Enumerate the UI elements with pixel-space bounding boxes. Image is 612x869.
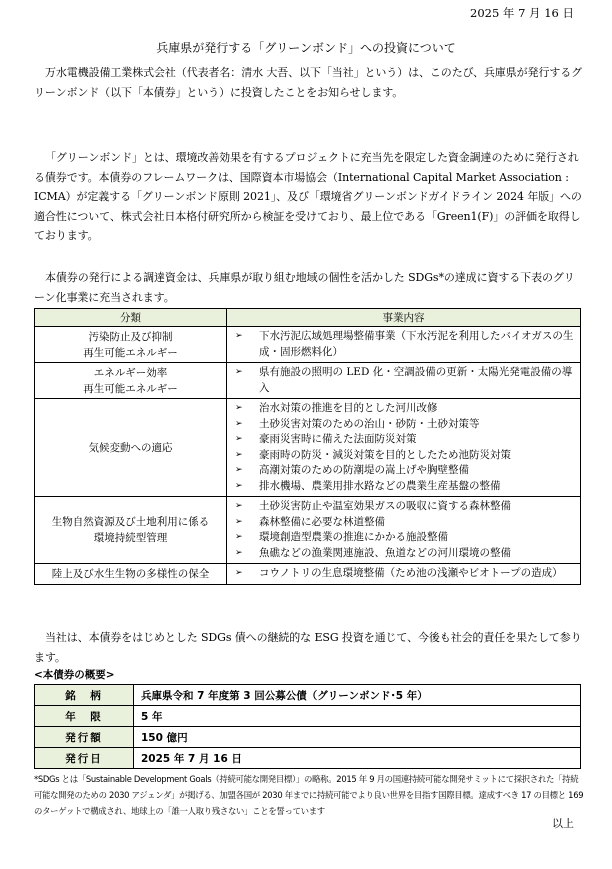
project-item-text: 治水対策の推進を目的とした河川改修 [259, 402, 438, 414]
project-item-text: 魚礁などの漁業関連施設、魚道などの河川環境の整備 [259, 546, 511, 559]
arrowhead-bullet-icon: ➢ [235, 465, 243, 475]
project-category [35, 327, 227, 363]
overview-row-term [35, 706, 581, 727]
category-line: 再生可能エネルギー [83, 382, 178, 395]
project-table [34, 308, 581, 585]
project-category [35, 564, 227, 585]
project-item-text: 豪雨災害時に備えた法面防災対策 [259, 433, 417, 445]
header-category: 分類 [35, 309, 227, 327]
overview-value: 2025 年 7 月 16 日 [134, 748, 581, 769]
project-content [227, 564, 581, 585]
intro-paragraph: 万水電機設備工業株式会社（代表者名：清水 大吾、以下「当社」という）は、このたび、兵庫県が発行するグリーンボンド（以下「本債券」という）に投資したことをお知らせします。 [34, 66, 583, 99]
arrowhead-bullet-icon: ➢ [235, 480, 243, 491]
sdgs-footnote: *SDGs とは「Sustainable Development Goals（持続可能な開発目標）」の略称。2015 年 9 月の国連持続可能な開発サミットにて採択された「持続可能な開発のための 2030 アジェンダ」が掲げる、加盟各国が 2030 年までに持続可能でより良い世界を目指す国際目標。達成すべき 17 の目標と 169 のターゲットで構成され、地球上の「誰一人取り残さない」ことを誓っています [34, 774, 584, 816]
overview-heading: <本債券の概要> [34, 669, 115, 681]
closing-paragraph: 当社は、本債券をはじめとした SDGs 債への継続的な ESG 投資を通じて、今後も社会的責任を果たして参ります。 [34, 631, 582, 664]
arrowhead-bullet-icon: ➢ [235, 367, 243, 377]
category-line: 気候変動への適応 [88, 441, 173, 454]
project-item [235, 432, 576, 448]
arrowhead-bullet-icon: ➢ [235, 547, 243, 558]
project-item-text: 下水汚泥広域処理場整備事業（下水汚泥を利用したバイオガスの生成・固形燃料化） [259, 330, 574, 358]
project-item [235, 448, 576, 464]
project-table-row [35, 363, 581, 399]
project-item-text: コウノトリの生息環境整備（ため池の浅瀬やビオトープの造成） [259, 567, 563, 579]
project-item-text: 排水機場、農業用排水路などの農業生産基盤の整備 [259, 479, 501, 492]
overview-label: 発行日 [35, 748, 134, 769]
category-line: エネルギー効率 [93, 366, 168, 379]
overview-row-amount [35, 727, 581, 748]
project-item-text: 環境創造型農業の推進にかかる施設整備 [259, 531, 448, 543]
arrowhead-bullet-icon: ➢ [235, 449, 243, 460]
project-item [235, 365, 576, 396]
project-item [235, 479, 576, 495]
project-item [235, 401, 576, 417]
category-line: 環境持続型管理 [93, 532, 168, 544]
project-category [35, 497, 227, 564]
project-item-text: 土砂災害対策のための治山・砂防・土砂対策等 [259, 417, 480, 430]
project-item [235, 546, 576, 562]
project-table-row [35, 399, 581, 497]
overview-value: 5 年 [134, 706, 581, 727]
arrowhead-bullet-icon: ➢ [235, 331, 243, 341]
overview-value: 兵庫県令和 7 年度第 3 回公募公債（グリーンボンド･5 年） [134, 685, 581, 706]
project-item [235, 417, 576, 433]
fund-usage-paragraph: 本債券の発行による調達資金は、兵庫県が取り組む地域の個性を活かした SDGs*の達成に資する下表のグリーン化事業に充当されます。 [34, 271, 575, 304]
overview-label: 銘 柄 [35, 685, 134, 706]
project-item-text: 高潮対策のための防潮堤の嵩上げや胸壁整備 [259, 464, 469, 476]
project-table-row [35, 497, 581, 564]
document-date: 2025 年 7 月 16 日 [470, 6, 574, 20]
category-line: 再生可能エネルギー [83, 346, 178, 359]
arrowhead-bullet-icon: ➢ [235, 418, 243, 429]
arrowhead-bullet-icon: ➢ [235, 516, 243, 527]
arrowhead-bullet-icon: ➢ [235, 434, 243, 444]
category-line: 生物自然資源及び土地利用に係る [51, 516, 210, 528]
category-line: 汚染防止及び抑制 [88, 330, 173, 343]
project-content [227, 327, 581, 363]
arrowhead-bullet-icon: ➢ [235, 403, 243, 413]
overview-value: 150 億円 [134, 727, 581, 748]
project-item-text: 森林整備に必要な林道整備 [259, 515, 385, 528]
project-item [235, 329, 576, 360]
project-item [235, 566, 576, 582]
overview-label: 年 限 [35, 706, 134, 727]
project-item-text: 土砂災害防止や温室効果ガスの吸収に資する森林整備 [259, 500, 511, 512]
project-item [235, 463, 576, 479]
project-item [235, 515, 576, 531]
project-category [35, 399, 227, 497]
overview-table [34, 684, 581, 769]
project-table-row [35, 564, 581, 585]
closing-mark: 以上 [552, 817, 574, 830]
category-line: 陸上及び水生生物の多様性の保全 [51, 567, 210, 580]
project-content [227, 363, 581, 399]
document-title: 兵庫県が発行する「グリーンボンド」への投資について [156, 41, 456, 55]
overview-label: 発行額 [35, 727, 134, 748]
arrowhead-bullet-icon: ➢ [235, 532, 243, 542]
arrowhead-bullet-icon: ➢ [235, 568, 243, 578]
project-table-header-row [35, 309, 581, 327]
project-table-row [35, 327, 581, 363]
header-content: 事業内容 [227, 309, 581, 327]
project-item [235, 530, 576, 546]
project-category [35, 363, 227, 399]
project-content [227, 497, 581, 564]
project-item [235, 499, 576, 515]
overview-row-name [35, 685, 581, 706]
green-bond-description-paragraph: 「グリーンボンド」とは、環境改善効果を有するプロジェクトに充当先を限定した資金調達のために発行される債券です。本債券のフレームワークは、国際資本市場協会（International Capital Market Association : ICMA）が定義する「グリーンボンド原則 2021」、及び「環境省グリーンボンドガイドライン 2024 年版」への適合性について、株式会社日本格付研究所から検証を受けており、最上位である「Green1(F)」の評価を取得しております。 [34, 151, 582, 242]
arrowhead-bullet-icon: ➢ [235, 501, 243, 511]
project-item-text: 豪雨時の防災・減災対策を目的としたため池防災対策 [259, 448, 511, 461]
project-content [227, 399, 581, 497]
project-item-text: 県有施設の照明の LED 化・空調設備の更新・太陽光発電設備の導入 [259, 366, 573, 394]
overview-row-issue-date [35, 748, 581, 769]
